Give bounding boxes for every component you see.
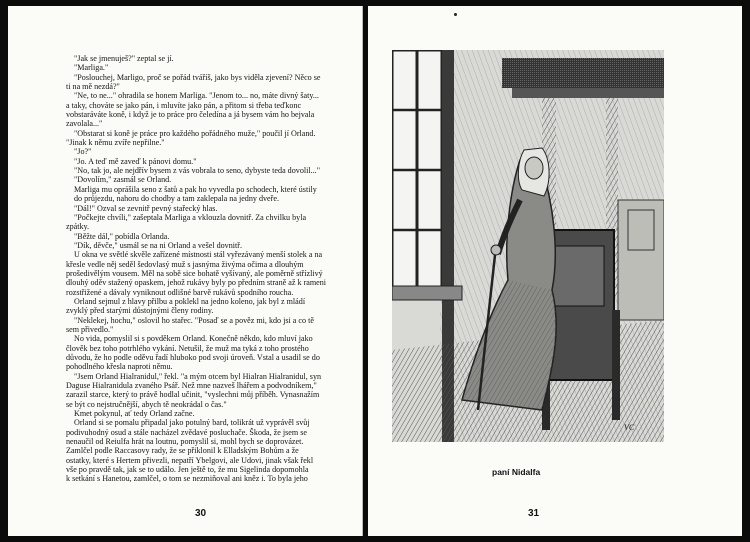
text-line: člověk bez toho potrhlého vykání. Netušil, že muž ma tyká z toho prostého <box>66 343 309 353</box>
text-line: zarazil starce, který to právě hodlal učinit, "vyslechni můj příběh. Vynasnažím <box>66 390 320 400</box>
left-page-text <box>66 54 356 484</box>
text-line: podivuhodný osud a stále nacházel zvědavé posluchače. Škoda, že jsem se <box>66 427 307 437</box>
text-line: "Poslouchej, Marligo, proč se pořád tváříš, jako bys viděla zjevení? Něco se <box>74 72 321 82</box>
text-line: k setkání s Hanetou, zamlčel, o tom se nezmiňoval ani kněz i. To byla jeho <box>66 474 308 484</box>
text-line: zavolala..." <box>66 119 103 129</box>
text-line: "Běžte dál," pobídla Orlanda. <box>74 231 170 241</box>
text-line: "Jsem Orland Hialranidul," řekl. "a mým otcem byl Hialran Hialranidul, syn <box>74 371 322 381</box>
text-line: Marliga mu oprášila seno z šatů a pak ho vyvedla po schodech, které ústily <box>74 184 317 194</box>
text-line: ti na mě nezdá?" <box>66 82 120 92</box>
text-line: Orland sejmul z hlavy přilbu a poklekl na jedno koleno, jak byl z mládí <box>74 296 306 306</box>
text-line: "Ne, to ne..." ohradila se honem Marliga. "Jenom to... no, máte divný šaty... <box>74 91 319 101</box>
text-line: "No, tak jo, ale nejdřív bysem z vás vobrala to seno, dybyste teda dovolil..." <box>74 166 320 176</box>
text-line: No vida, pomyslil si s povděkem Orland. Konečně někdo, kdo mluví jako <box>74 334 313 344</box>
right-page <box>368 6 742 536</box>
text-line: "Počkejte chvíli," zašeptala Marliga a vklouzla dovnitř. Za chvilku byla <box>74 212 307 222</box>
text-line: Orland si se pomalu připadal jako potulný bard, tolikrát už vyprávěl svůj <box>74 418 310 428</box>
page-number-left: 30 <box>195 508 207 519</box>
text-line: dlouhý oděv stažený opaskem, jehož rukávy byly po předním straně až k rameni <box>66 278 327 288</box>
text-line: zvyklý před starými důstojnými členy rodiny. <box>66 306 214 316</box>
left-page <box>8 6 363 536</box>
text-line: "Jinak k němu zvíře nepřilne." <box>66 138 165 148</box>
text-line: rozstřižené a dávaly vyniknout odlišné barvě rukávů spodního roucha. <box>66 287 294 297</box>
text-line: vše po pravdě tak, jak se to událo. Jen ještě to, že mu Sigelinda dopomohla <box>66 465 309 475</box>
text-line: se být co nejstručnější, abych tě neokrádal o čas." <box>66 399 227 409</box>
text-line: křesle vedle něj seděl šedovlasý muž s jasnýma živýma očima a dlouhým <box>66 259 304 269</box>
illustration-caption: paní Nidalfa <box>492 467 541 477</box>
text-line: Kmet pokynul, ať tedy Orland začne. <box>74 409 195 419</box>
text-line: nenaučil od Reiulfa hrát na loutnu, pomyslil si, mohl bych se doprovázet. <box>66 437 304 447</box>
text-line: U okna ve světlé skvěle zařízené místnosti stál vyřezávaný menší stolek a na <box>74 250 323 260</box>
text-line: "Dál!" Ozval se zevnitř pevný stařecký hlas. <box>74 203 218 213</box>
text-line: "Marliga." <box>74 63 109 73</box>
text-line: ostatky, které s Hertem přivezli, nepatří Ybelgovi, ale Udovi, jinak však řekl <box>66 455 314 465</box>
text-line: a taky, chováte se jako pán, i mluvíte jako pán, a přitom si třeba teďkonc <box>66 100 302 110</box>
elderly-woman-by-window-drawing <box>392 50 664 442</box>
text-line: "Dík, děvče," usmál se na ni Orland a vešel dovnitř. <box>74 240 242 250</box>
svg-text:VC: VC <box>624 423 635 432</box>
text-line: sem přivedlo." <box>66 324 114 334</box>
text-line: "Dovolím," zasmál se Orland. <box>74 175 172 185</box>
text-line: do průjezdu, nahoru do chodby a tam zaklepala na jedny dveře. <box>74 194 279 204</box>
text-line: důvodu, že ho podle oděvu řadí hluboko pod svoji úroveň. Vstal a usadil se do <box>66 353 320 362</box>
text-line: pohodlného křesla naproti němu. <box>66 362 173 372</box>
text-line: "Obstarat si koně je práce pro každého pořádného muže," poučil jí Orland. <box>74 128 316 138</box>
text-line: Daguse Hialranidula zvaného Psář. Než mne nazveš lhářem a podvodníkem," <box>66 381 317 391</box>
text-line: Zamlčel podle Raccasovy rady, že se přiklonil k Elladským Bohům a že <box>66 446 299 456</box>
ink-dot <box>454 13 457 16</box>
text-line: zpátky. <box>66 222 90 232</box>
text-line: "Jo?" <box>74 147 92 157</box>
text-line: "Jak se jmenuješ?" zeptal se jí. <box>74 54 174 63</box>
text-line: "Jo. A teď mě zaveď k pánovi domu." <box>74 156 197 166</box>
text-line: prošedivělým vousem. Měl na sobě sice bohatě vyšívaný, ale poměrně střízlivý <box>66 268 323 278</box>
text-line: "Neklekej, hochu," oslovil ho stařec. "Posaď se a pověz mi, kdo jsi a co tě <box>74 315 314 325</box>
page-number-right: 31 <box>528 508 540 519</box>
text-line: vobstaráváte koně, i když je to práce pro čeledína a já bysem vám ho bejvala <box>66 110 315 120</box>
